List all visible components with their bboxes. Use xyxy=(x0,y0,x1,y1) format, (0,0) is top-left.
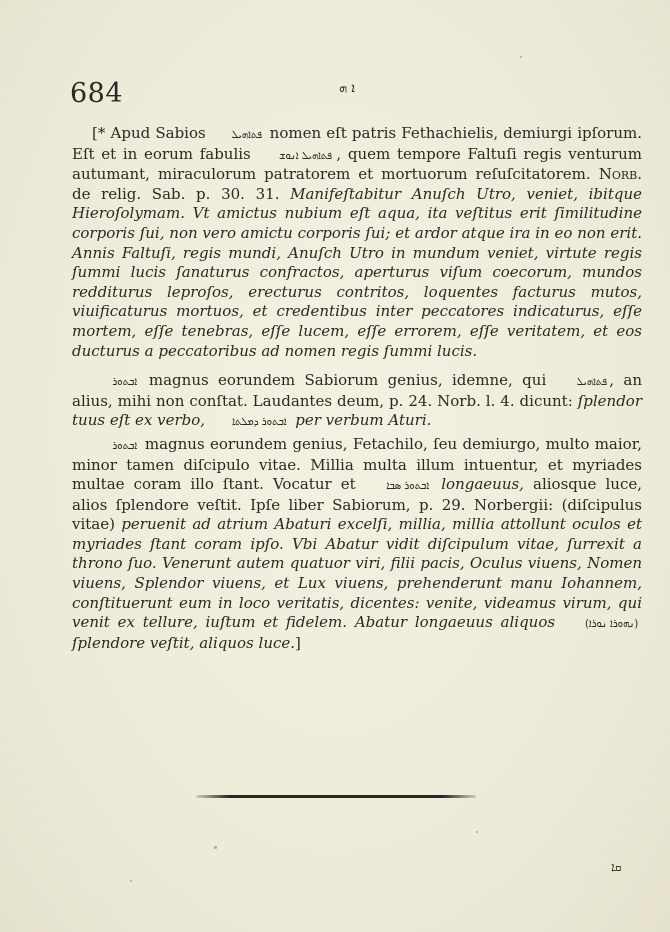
paper-speck xyxy=(214,846,217,849)
text-run: longaeuus, xyxy=(432,475,524,494)
paragraph-3 xyxy=(72,435,642,654)
paper-speck xyxy=(520,56,522,58)
syriac-word: ܦܬܐܗܝܠ xyxy=(576,375,607,389)
text-run: magnus eorundem genius, Fetachilo, ſeu demiurgo, multo maior, minor tamen diſcipulo vitae. Millia multa illum intuentur, et myriades multae coram illo ſtant. Vocatur et xyxy=(72,434,642,494)
text-run: per verbum Aturi. xyxy=(290,411,432,430)
text-run: aliosque luce, alios ſplendore veſtit. Ipſe liber Sabiorum, p. 29. Norbergii: (diſcipulus vitae) xyxy=(72,475,642,534)
syriac-word: ܐܒܬܘܪ xyxy=(112,438,138,452)
main-text xyxy=(72,124,642,656)
paper-speck xyxy=(130,880,132,882)
end-rule xyxy=(196,795,476,798)
syriac-word: ܐܒܬܘܪ xyxy=(112,375,138,389)
text-run: peruenit ad atrium Abaturi excelſi, millia, millia attollunt oculos et myriades ſtant coram ipſo. Vbi Abatur vidit diſcipulum vitae, ſurrexit a throno ſuo. Venerunt autem quatuor viri, filii pacis, Oculus viuens, Nomen viuens, Splendor viuens, et Lux viuens, prehenderunt manu Iohannem, conſtituerunt eum in loco veritatis, dicentes: venite, videamus virum, qui venit ex tellure, iuſtum et fidelem. Abatur longaeuus aliquos xyxy=(72,515,642,632)
text-run: ] xyxy=(295,633,301,652)
paragraph-1 xyxy=(72,124,642,361)
text-run: , an alius, mihi non conſtat. Laudantes deum, p. 24. Norb. l. 4. dicunt: xyxy=(72,371,643,410)
text-run: Norb. xyxy=(598,165,642,184)
text-run: [* Apud Sabios xyxy=(92,124,211,142)
paper-speck xyxy=(476,831,478,833)
text-run: magnus eorundem Sabiorum genius, idemne, qui xyxy=(139,371,556,390)
syriac-word: ܦܬܐܗܝܠ xyxy=(231,128,262,141)
text-run: Manifeſtabitur Anuſch Utro, veniet, ibitque Hieroſolymam. Vt amictus nubium eſt aqua, ita veſtitus erit ſimilitudine corporis ſui, non vero amictu corporis ſui; et ardor atque ira in eo non erit. Annis Faltuſi, regis mundi, Anuſch Utro in mundum veniet, virtute regis ſummi lucis ſanaturus confractos, aperturus viſum coecorum, mundos redditurus leproſos, erecturus contritos, loquentes facturus mutos, viuificaturus mortuos, et credentibus inter peccatores indicaturus, eſſe mortem, eſſe tenebras, eſſe lucem, eſſe errorem, eſſe veritatem, et eos ducturus a peccatoribus ad nomen regis ſummi lucis. xyxy=(72,184,642,360)
page-number: 684 xyxy=(70,78,124,109)
text-run: nomen eſt patris Fethachielis, demiurgi ipſorum. Eſt et in eorum fabulis xyxy=(72,124,642,163)
syriac-word: ܦܬܐܗܝܠ ܐܢܘܫ xyxy=(279,148,333,162)
header-syriac-mark: ܐ ܗ xyxy=(339,81,355,96)
text-run: ſplendore veſtit, aliquos luce. xyxy=(72,633,296,652)
text-run: ſplendor tuus eſt ex verbo, xyxy=(72,391,642,430)
footer-syriac-mark: ܩܐ xyxy=(611,860,622,874)
text-run: de relig. Sab. p. 30. 31. xyxy=(72,184,291,203)
syriac-word: ܐܒܬܘܪ ܣܒܐ xyxy=(386,479,429,493)
paragraph-2 xyxy=(72,371,642,432)
syriac-word: (ܢܗܘܪܐ ܢܘܪܐ) xyxy=(584,617,639,631)
syriac-word: ܐܒܬܘܪ ܕܡܠܬܐ xyxy=(231,415,287,429)
text-run: , quem tempore Faltuſi regis venturum autumant, miraculorum patratorem et mortuorum reſuſcitatorem. xyxy=(72,144,642,184)
